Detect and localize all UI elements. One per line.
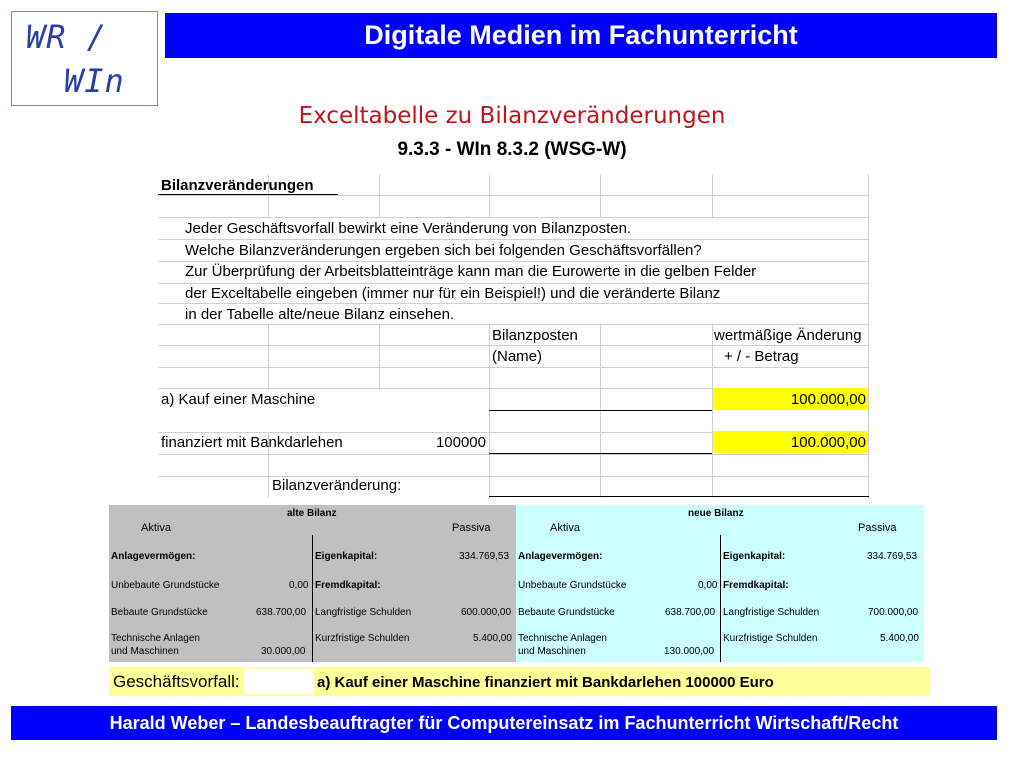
entry-underline xyxy=(489,453,712,454)
bebaute-value: 638.700,00 xyxy=(665,607,716,618)
footer-text: Harald Weber – Landesbeauftragter für Computereinsatz im Fachunterricht Wirtschaft/Recht xyxy=(109,712,899,733)
instruction-line: Welche Bilanzveränderungen ergeben sich bei folgenden Geschäftsvorfällen? xyxy=(185,242,702,259)
technische-label-2: und Maschinen xyxy=(111,646,179,657)
alte-bilanz-title: alte Bilanz xyxy=(287,508,337,519)
gridline xyxy=(489,324,490,498)
passiva-label: Passiva xyxy=(858,522,897,534)
unbebaute-label: Unbebaute Grundstücke xyxy=(518,580,627,591)
header-bar xyxy=(165,13,997,58)
alte-bilanz xyxy=(109,505,516,662)
unbebaute-value: 0,00 xyxy=(289,580,309,591)
geschaeftsvorfall-label: Geschäftsvorfall: xyxy=(113,672,240,691)
logo-line-1: WR / xyxy=(26,18,108,56)
gridline xyxy=(268,324,269,389)
technische-label-2: und Maschinen xyxy=(518,646,586,657)
column-header-bilanzposten: Bilanzposten xyxy=(492,327,578,344)
gridline xyxy=(158,388,712,389)
gridline xyxy=(158,454,869,455)
bebaute-label: Bebaute Grundstücke xyxy=(111,607,208,618)
logo xyxy=(11,11,158,106)
geschaeftsvorfall-bar xyxy=(109,667,930,696)
langfristige-label: Langfristige Schulden xyxy=(723,607,820,618)
slide-title: Exceltabelle zu Bilanzveränderungen xyxy=(298,103,726,129)
logo-line-2: WIn xyxy=(64,62,125,100)
gridline xyxy=(868,174,869,498)
technische-value: 130.000,00 xyxy=(664,646,715,657)
unbebaute-label: Unbebaute Grundstücke xyxy=(111,580,220,591)
kurzfristige-label: Kurzfristige Schulden xyxy=(723,633,818,644)
fremdkapital-label: Fremdkapital: xyxy=(315,580,381,591)
geschaeftsvorfall-selector[interactable] xyxy=(244,669,314,694)
geschaeftsvorfall-text: a) Kauf einer Maschine finanziert mit Bankdarlehen 100000 Euro xyxy=(317,674,774,691)
column-header-betrag: + / - Betrag xyxy=(724,348,799,365)
excel-sheet xyxy=(158,174,869,498)
header-title: Digitale Medien im Fachunterricht xyxy=(364,20,798,50)
row-a-label: a) Kauf einer Maschine xyxy=(161,391,316,408)
instruction-line: Jeder Geschäftsvorfall bewirkt eine Veränderung von Bilanzposten. xyxy=(185,220,632,237)
eigenkapital-value: 334.769,53 xyxy=(867,551,918,562)
technische-value: 30.000,00 xyxy=(261,646,306,657)
row-b-amount: 100000 xyxy=(435,434,486,451)
langfristige-value: 700.000,00 xyxy=(868,607,919,618)
instruction-line: in der Tabelle alte/neue Bilanz einsehen. xyxy=(185,306,455,323)
technische-label-1: Technische Anlagen xyxy=(518,633,607,644)
instruction-line: der Exceltabelle eingeben (immer nur für ein Beispiel!) und die veränderte Bilanz xyxy=(185,285,721,302)
bebaute-value: 638.700,00 xyxy=(256,607,307,618)
fremdkapital-label: Fremdkapital: xyxy=(723,580,789,591)
langfristige-value: 600.000,00 xyxy=(461,607,512,618)
unbebaute-value: 0,00 xyxy=(698,580,718,591)
instruction-line: Zur Überprüfung der Arbeitsblatteinträge kann man die Eurowerte in die gelben Felder xyxy=(185,263,757,280)
bilanz-panel xyxy=(109,505,924,662)
footer-bar xyxy=(11,706,997,740)
entry-underline xyxy=(489,410,712,411)
column-header-name: (Name) xyxy=(492,348,543,365)
t-account-divider xyxy=(720,535,721,662)
gridline xyxy=(158,367,869,368)
eigenkapital-label: Eigenkapital: xyxy=(315,551,378,562)
t-account-divider xyxy=(312,535,313,662)
gridline xyxy=(158,217,869,218)
neue-bilanz-title: neue Bilanz xyxy=(688,508,744,519)
gridline xyxy=(712,324,713,498)
aktiva-label: Aktiva xyxy=(141,522,171,534)
slide-subtitle: 9.3.3 - WIn 8.3.2 (WSG-W) xyxy=(397,139,627,160)
kurzfristige-value: 5.400,00 xyxy=(880,633,919,644)
row-b-value: 100.000,00 xyxy=(790,434,866,451)
kurzfristige-label: Kurzfristige Schulden xyxy=(315,633,410,644)
bebaute-label: Bebaute Grundstücke xyxy=(518,607,615,618)
gridline xyxy=(158,239,869,240)
gridline xyxy=(158,476,869,477)
row-a-value: 100.000,00 xyxy=(790,391,866,408)
sheet-heading: Bilanzveränderungen xyxy=(161,177,314,194)
langfristige-label: Langfristige Schulden xyxy=(315,607,412,618)
passiva-label: Passiva xyxy=(452,522,491,534)
column-header-wert: wertmäßige Änderung xyxy=(714,327,862,344)
aktiva-label: Aktiva xyxy=(550,522,580,534)
anlagevermoegen-label: Anlagevermögen: xyxy=(518,551,603,562)
eigenkapital-value: 334.769,53 xyxy=(459,551,510,562)
row-b-label: finanziert mit Bankdarlehen xyxy=(161,434,343,451)
kurzfristige-value: 5.400,00 xyxy=(473,633,512,644)
gridline xyxy=(379,324,380,389)
anlagevermoegen-label: Anlagevermögen: xyxy=(111,551,196,562)
entry-underline xyxy=(489,496,869,497)
bilanzveraenderung-label: Bilanzveränderung: xyxy=(272,477,402,494)
technische-label-1: Technische Anlagen xyxy=(111,633,200,644)
eigenkapital-label: Eigenkapital: xyxy=(723,551,786,562)
neue-bilanz xyxy=(516,505,924,662)
gridline xyxy=(600,324,601,498)
